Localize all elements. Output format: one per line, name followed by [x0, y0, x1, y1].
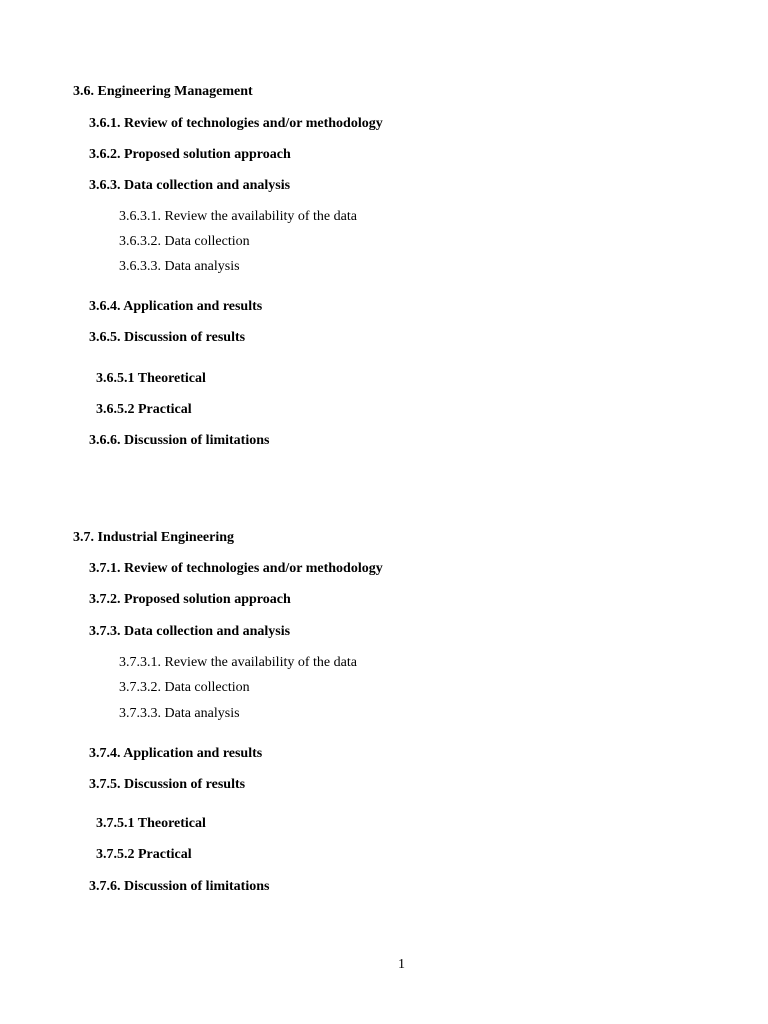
section-heading: 3.6. Engineering Management: [73, 84, 253, 99]
subsubsection-item: 3.6.3.3. Data analysis: [119, 259, 240, 274]
subsection-heading: 3.7.2. Proposed solution approach: [89, 592, 291, 607]
subsection-heading: 3.7.4. Application and results: [89, 746, 263, 761]
subsection-heading: 3.7.1. Review of technologies and/or methodology: [89, 561, 383, 576]
subsection-heading: 3.7.3. Data collection and analysis: [89, 624, 291, 639]
subsection-heading: 3.6.2. Proposed solution approach: [89, 147, 291, 162]
subsubsection-heading: 3.7.5.2 Practical: [96, 847, 192, 862]
subsection-heading: 3.7.6. Discussion of limitations: [89, 879, 270, 894]
subsection-heading: 3.7.5. Discussion of results: [89, 777, 246, 792]
subsubsection-item: 3.6.3.2. Data collection: [119, 234, 250, 249]
subsection-heading: 3.6.6. Discussion of limitations: [89, 433, 270, 448]
subsubsection-item: 3.7.3.1. Review the availability of the data: [119, 655, 357, 670]
subsection-heading: 3.6.3. Data collection and analysis: [89, 178, 291, 193]
subsubsection-item: 3.7.3.3. Data analysis: [119, 706, 240, 721]
section-heading: 3.7. Industrial Engineering: [73, 530, 235, 545]
subsection-heading: 3.6.1. Review of technologies and/or methodology: [89, 116, 383, 131]
subsubsection-heading: 3.6.5.1 Theoretical: [96, 371, 206, 386]
subsubsection-item: 3.6.3.1. Review the availability of the data: [119, 209, 357, 224]
subsection-heading: 3.6.5. Discussion of results: [89, 330, 246, 345]
subsubsection-item: 3.7.3.2. Data collection: [119, 680, 250, 695]
subsubsection-heading: 3.6.5.2 Practical: [96, 402, 192, 417]
subsection-heading: 3.6.4. Application and results: [89, 299, 263, 314]
subsubsection-heading: 3.7.5.1 Theoretical: [96, 816, 206, 831]
page-number: 1: [398, 957, 405, 972]
